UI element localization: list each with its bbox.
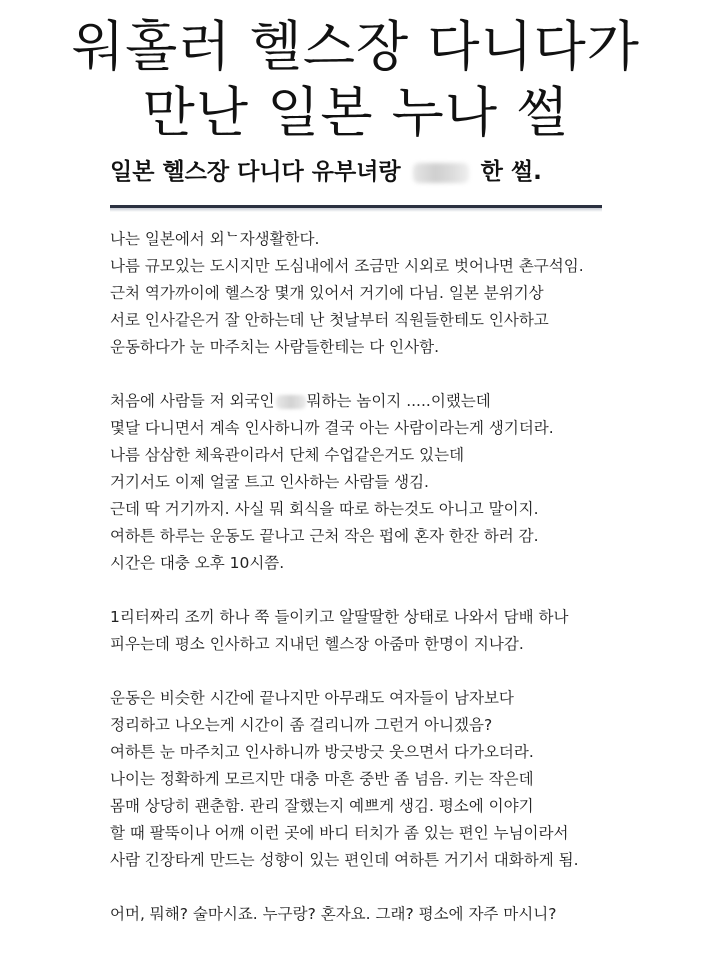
text-line: 1리터짜리 조끼 하나 쭉 들이키고 알딸딸한 상태로 나와서 담배 하나: [110, 608, 569, 626]
text-line: 근데 딱 거기까지. 사실 뭐 회식을 따로 하는것도 아니고 말이지.: [110, 500, 539, 518]
title-divider-shadow: [110, 208, 602, 212]
text-line: 나름 규모있는 도시지만 도심내에서 조금만 시외로 벗어나면 촌구석임.: [110, 257, 584, 275]
title-line-2: 만난 일본 누나 썰: [142, 81, 570, 144]
text-line: 피우는데 평소 인사하고 지내던 헬스장 아줌마 한명이 지나감.: [110, 635, 524, 653]
censored-blur: [413, 163, 469, 183]
text-line: 할 때 팔뚝이나 어깨 이런 곳에 바디 터치가 좀 있는 편인 누님이라서: [110, 824, 569, 842]
text-line: 나는 일본에서 외ᄂ자생활한다.: [110, 230, 320, 248]
text-line: 시간은 대충 오후 10시쯤.: [110, 554, 285, 572]
subtitle-block: [110, 152, 602, 192]
article-body: [110, 226, 610, 955]
title-line-1: 워홀러 헬스장 다니다가: [72, 15, 640, 78]
text-line: 몇달 다니면서 계속 인사하니까 결국 아는 사람이라는게 생기더라.: [110, 419, 554, 437]
text-line: 몸매 상당히 괜춘함. 관리 잘했는지 예쁘게 생김. 평소에 이야기: [110, 797, 534, 815]
text-line: 운동은 비슷한 시간에 끝나지만 아무래도 여자들이 남자보다: [110, 689, 514, 707]
text-line: 서로 인사같은거 잘 안하는데 난 첫날부터 직원들한테도 인사하고: [110, 311, 549, 329]
subtitle-text-after: 한 썰.: [480, 159, 542, 185]
article-title: [0, 0, 712, 146]
paragraph-4: [110, 685, 610, 874]
text-line-with-smudge: [110, 388, 610, 415]
text-line: 나름 삼삼한 체육관이라서 단체 수업같은거도 있는데: [110, 446, 465, 464]
subtitle-text-before: 일본 헬스장 다니다 유부녀랑: [110, 159, 401, 185]
paragraph-5: [110, 901, 610, 928]
text-line: 여하튼 눈 마주치고 인사하니까 방긋방긋 웃으면서 다가오더라.: [110, 743, 534, 761]
text-line: 여하튼 하루는 운동도 끝나고 근처 작은 펍에 혼자 한잔 하러 감.: [110, 527, 539, 545]
paragraph-3: [110, 604, 610, 658]
text-line: 사람 긴장타게 만드는 성향이 있는 편인데 여하튼 거기서 대화하게 됨.: [110, 851, 579, 869]
article-subtitle: [110, 152, 602, 192]
paragraph-1: [110, 226, 610, 361]
text-line: 운동하다가 눈 마주치는 사람들한테는 다 인사함.: [110, 338, 440, 356]
text-after-smudge: 뭐하는 놈이지 .....이랬는데: [306, 392, 491, 410]
text-line: 거기서도 이제 얼굴 트고 인사하는 사람들 생김.: [110, 473, 429, 491]
text-line: 정리하고 나오는게 시간이 좀 걸리니까 그런거 아니겠음?: [110, 716, 493, 734]
paragraph-2: [110, 388, 610, 577]
text-line: 어머, 뭐해? 술마시죠. 누구랑? 혼자요. 그래? 평소에 자주 마시니?: [110, 905, 557, 923]
text-before-smudge: 처음에 사람들 저 외국인: [110, 392, 275, 410]
text-line: 근처 역가까이에 헬스장 몇개 있어서 거기에 다님. 일본 분위기상: [110, 284, 544, 302]
text-line: 나이는 정확하게 모르지만 대충 마흔 중반 좀 넘음. 키는 작은데: [110, 770, 534, 788]
censored-smudge: [276, 395, 306, 409]
